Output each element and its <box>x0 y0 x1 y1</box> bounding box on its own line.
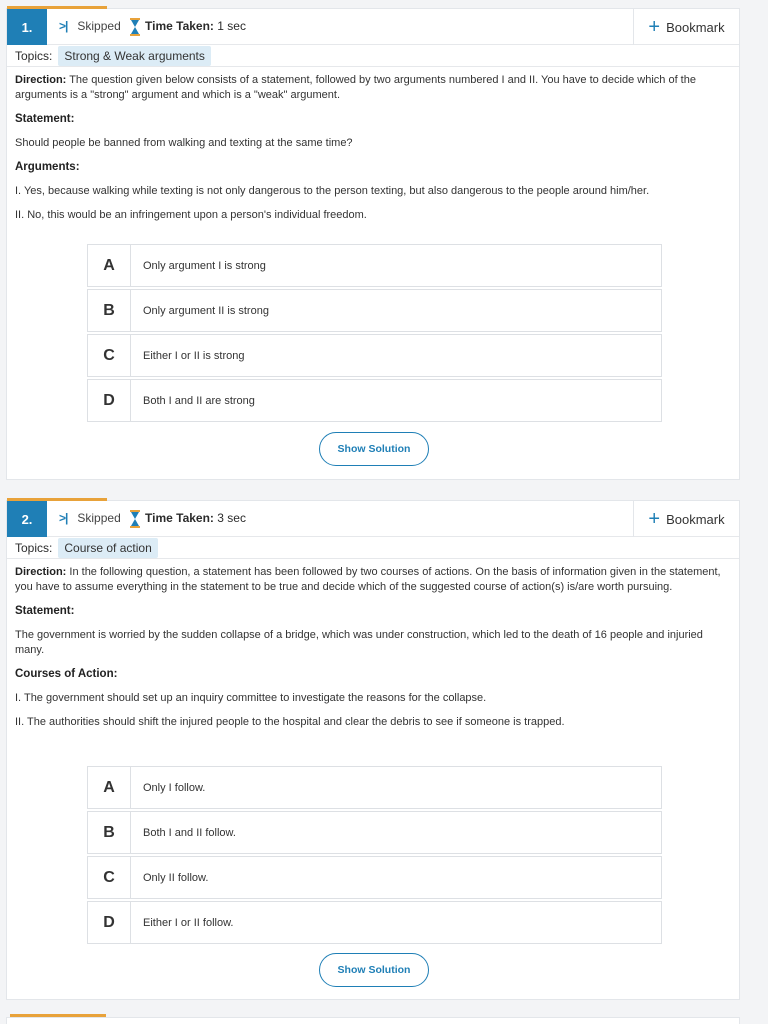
option-text: Only argument II is strong <box>143 304 269 317</box>
question-card-3-partial <box>6 1017 740 1024</box>
option-text: Either I or II is strong <box>143 349 245 362</box>
hourglass-icon <box>129 510 141 528</box>
time-taken-value: 1 sec <box>217 19 246 33</box>
bookmark-button[interactable] <box>633 501 739 537</box>
hourglass-icon <box>129 18 141 36</box>
show-solution-button[interactable]: Show Solution <box>319 953 429 987</box>
time-taken-label: Time Taken: <box>145 19 214 33</box>
topic-tag: Course of action <box>58 538 157 558</box>
option-text: Both I and II are strong <box>143 394 255 407</box>
skip-icon: >| <box>59 19 68 33</box>
skipped-label: Skipped <box>77 511 121 525</box>
skipped-status <box>59 511 121 525</box>
option-letter: B <box>88 290 131 331</box>
bookmark-label: Bookmark <box>666 19 725 35</box>
topics-label: Topics: <box>15 48 53 63</box>
option-a[interactable] <box>87 244 662 287</box>
skipped-label: Skipped <box>77 19 121 33</box>
option-letter: B <box>88 812 131 853</box>
question-card-2 <box>6 500 740 1000</box>
direction-text: In the following question, a statement has been followed by two courses of actions. On the basis of information given in the statement, you have to assume everything in the statement to be true and decide which of the suggested course of action(s) is/are worth pursuing. <box>15 566 721 593</box>
options-list <box>87 244 662 424</box>
time-taken <box>145 19 246 33</box>
courses-of-action-label: Courses of Action: <box>15 668 118 680</box>
option-letter: C <box>88 335 131 376</box>
time-taken-value: 3 sec <box>217 511 246 525</box>
show-solution-button[interactable]: Show Solution <box>319 432 429 466</box>
direction <box>15 73 731 103</box>
skip-icon: >| <box>59 511 68 525</box>
statement-text: The government is worried by the sudden collapse of a bridge, which was under construction, which led to the death of 16 people and injuried many. <box>15 629 703 656</box>
course-item: I. The government should set up an inquiry committee to investigate the reasons for the collapse. <box>15 692 487 704</box>
option-c[interactable] <box>87 334 662 377</box>
option-a[interactable] <box>87 766 662 809</box>
direction-label: Direction: <box>15 74 67 86</box>
option-d[interactable] <box>87 379 662 422</box>
question-header <box>7 501 739 537</box>
options-list <box>87 766 662 946</box>
plus-icon: + <box>648 508 661 530</box>
option-letter: C <box>88 857 131 898</box>
option-text: Only II follow. <box>143 871 209 884</box>
option-letter: A <box>88 767 131 808</box>
direction-text: The question given below consists of a statement, followed by two arguments numbered I and II. You have to decide which of the arguments is a "strong" argument and which is a "weak" argument. <box>15 74 696 101</box>
bookmark-button[interactable] <box>633 9 739 45</box>
plus-icon: + <box>648 16 661 38</box>
time-taken-label: Time Taken: <box>145 511 214 525</box>
arguments-label: Arguments: <box>15 161 80 173</box>
skipped-status <box>59 19 121 33</box>
question-body <box>7 559 739 730</box>
time-taken <box>145 511 246 525</box>
statement-label: Statement: <box>15 113 75 125</box>
question-number: 2. <box>7 501 47 537</box>
option-letter: D <box>88 380 131 421</box>
option-b[interactable] <box>87 289 662 332</box>
option-text: Either I or II follow. <box>143 916 234 929</box>
question-number: 1. <box>7 9 47 45</box>
argument-item: I. Yes, because walking while texting is not only dangerous to the person texting, but also dangerous to the people around him/her. <box>15 185 650 197</box>
question-body <box>7 67 739 223</box>
option-d[interactable] <box>87 901 662 944</box>
topics-label: Topics: <box>15 540 53 555</box>
option-letter: D <box>88 902 131 943</box>
option-text: Only argument I is strong <box>143 259 266 272</box>
statement-label: Statement: <box>15 605 75 617</box>
topics-row <box>7 45 739 67</box>
topic-tag: Strong & Weak arguments <box>58 46 211 66</box>
option-text: Only I follow. <box>143 781 206 794</box>
topics-row <box>7 537 739 559</box>
bookmark-label: Bookmark <box>666 511 725 527</box>
question-header <box>7 9 739 45</box>
direction <box>15 565 731 595</box>
question-card-1 <box>6 8 740 480</box>
option-c[interactable] <box>87 856 662 899</box>
course-item: II. The authorities should shift the injured people to the hospital and clear the debris to see if someone is trapped. <box>15 716 565 728</box>
argument-item: II. No, this would be an infringement upon a person's individual freedom. <box>15 209 367 221</box>
option-b[interactable] <box>87 811 662 854</box>
direction-label: Direction: <box>15 566 67 578</box>
option-letter: A <box>88 245 131 286</box>
option-text: Both I and II follow. <box>143 826 236 839</box>
statement-text: Should people be banned from walking and texting at the same time? <box>15 137 353 149</box>
